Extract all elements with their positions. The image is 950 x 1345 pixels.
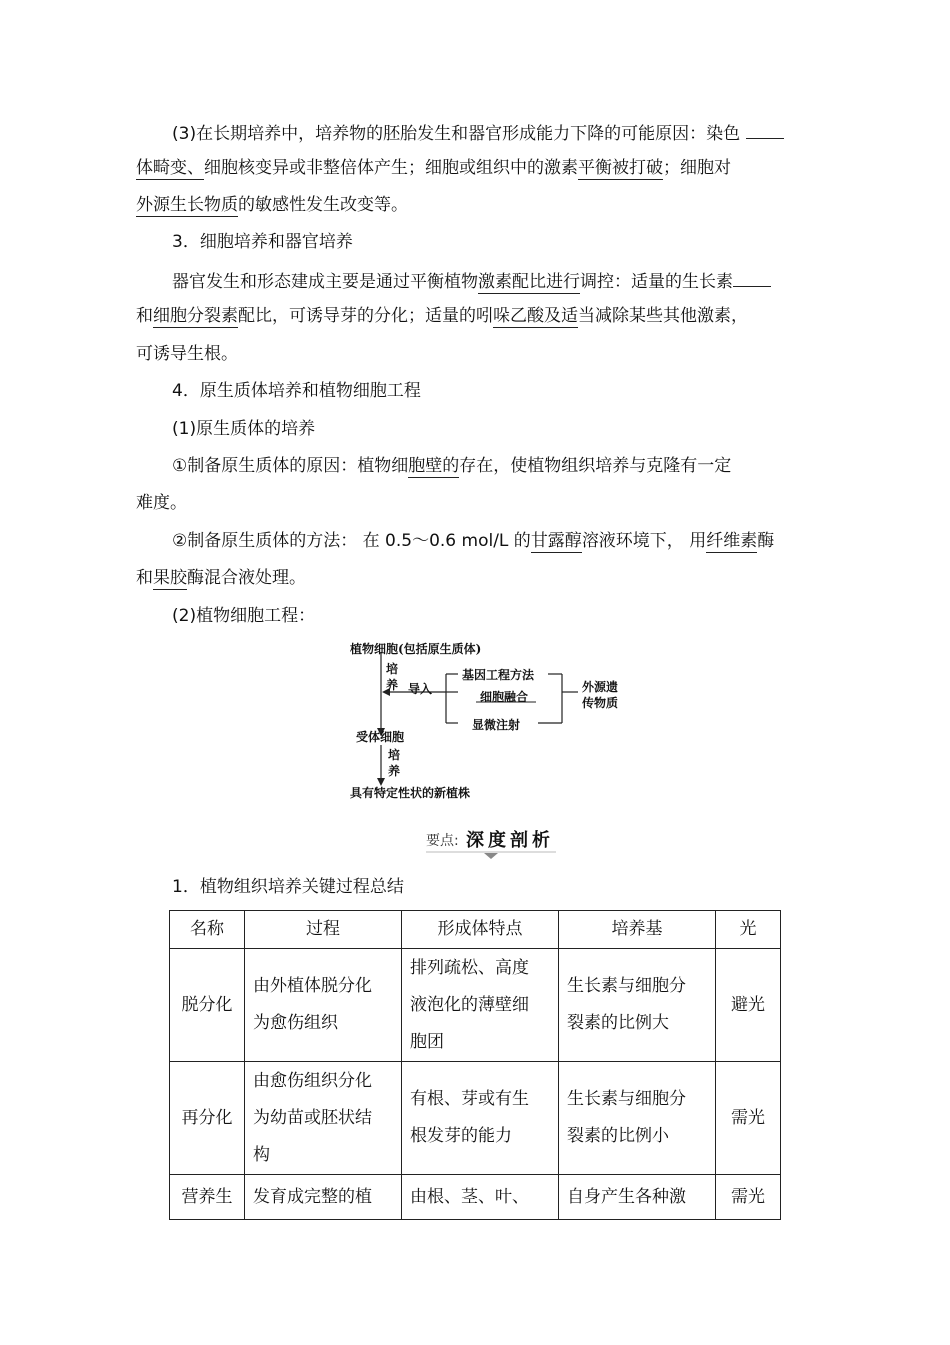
sec4-sub1: (1)原生质体的培养 xyxy=(172,419,316,439)
sec4-p1-cont: 难度。 xyxy=(136,493,187,513)
sec3-line3: 可诱导生根。 xyxy=(136,344,238,364)
cell-medium: 自身产生各种激 xyxy=(559,1175,716,1220)
cell-feature: 由根、茎、叶、 xyxy=(402,1175,559,1220)
sec4-p2: ②制备原生质体的方法： 在 0.5～0.6 mol/L 的甘露醇溶液环境下， 用纤维素酶 xyxy=(172,531,775,551)
diagram-import-label: 导入 xyxy=(408,682,433,696)
key-points-banner xyxy=(426,826,556,864)
answer-blank xyxy=(746,122,784,139)
diagram-culture2-b: 养 xyxy=(388,764,401,778)
answer-exogenous-growth-substance: 外源生长物质 xyxy=(136,195,238,215)
answer-balance-broken: 平衡被打破 xyxy=(578,158,663,178)
header-name: 名称 xyxy=(170,911,245,949)
diagram-culture2-a: 培 xyxy=(388,748,401,762)
sec3-line2: 和细胞分裂素配比，可诱导芽的分化；适量的吲哚乙酸及适当减除某些其他激素， xyxy=(136,306,748,326)
diagram-recipient-cell: 受体细胞 xyxy=(356,730,405,744)
answer-iaa: 哚乙酸及适 xyxy=(493,306,578,326)
answer-blank xyxy=(733,270,771,287)
cell-name: 再分化 xyxy=(170,1062,245,1175)
cell-process: 由外植体脱分化 为愈伤组织 xyxy=(245,949,402,1062)
section1-heading: 1．植物组织培养关键过程总结 xyxy=(172,877,404,897)
banner-underline xyxy=(426,826,556,864)
cell-light: 避光 xyxy=(716,949,781,1062)
cell-light: 需光 xyxy=(716,1062,781,1175)
para3-line2: 体畸变、细胞核变异或非整倍体产生；细胞或组织中的激素平衡被打破；细胞对 xyxy=(136,158,731,178)
diagram-method-genetic-engineering: 基因工程方法 xyxy=(462,668,535,682)
answer-hormone-ratio: 激素配比进行 xyxy=(478,272,580,292)
section4-heading: 4．原生质体培养和植物细胞工程 xyxy=(172,381,421,401)
cell-feature: 有根、芽或有生 根发芽的能力 xyxy=(402,1062,559,1175)
plant-cell-engineering-diagram xyxy=(340,632,640,807)
diagram-result-node: 具有特定性状的新植株 xyxy=(350,786,471,800)
sec4-sub2: (2)植物细胞工程： xyxy=(172,606,316,626)
cell-medium: 生长素与细胞分 裂素的比例小 xyxy=(559,1062,716,1175)
diagram-method-microinjection: 显微注射 xyxy=(472,718,521,732)
para3-line3: 外源生长物质的敏感性发生改变等。 xyxy=(136,195,408,215)
answer-cell-wall: 胞壁的 xyxy=(408,456,460,476)
diagram-culture1-b: 养 xyxy=(386,678,399,692)
cell-name: 营养生 xyxy=(170,1175,245,1220)
cell-process: 发育成完整的植 xyxy=(245,1175,402,1220)
banner-triangle-icon xyxy=(484,853,498,859)
table-header-row xyxy=(170,911,781,949)
section3-heading: 3．细胞培养和器官培养 xyxy=(172,232,353,252)
answer-cellulase: 纤维素 xyxy=(706,531,758,551)
banner-title: 深度剖析 xyxy=(466,830,554,851)
table-row xyxy=(170,949,781,1062)
tissue-culture-table xyxy=(169,910,781,1220)
answer-mannitol: 甘露醇 xyxy=(530,531,582,551)
diagram-foreign-material-1: 外源遗 xyxy=(582,680,619,694)
cell-light: 需光 xyxy=(716,1175,781,1220)
answer-chromosome-aberration: 体畸变、 xyxy=(136,158,204,178)
diagram-foreign-material-2: 传物质 xyxy=(582,696,619,710)
diagram-method-cell-fusion: 细胞融合 xyxy=(480,690,529,704)
header-light: 光 xyxy=(716,911,781,949)
table-row xyxy=(170,1175,781,1220)
header-medium: 培养基 xyxy=(559,911,716,949)
sec3-line1: 器官发生和形态建成主要是通过平衡植物激素配比进行调控：适量的生长素 xyxy=(172,270,771,292)
diagram-culture1-a: 培 xyxy=(386,662,399,676)
para3-line1: (3)在长期培养中，培养物的胚胎发生和器官形成能力下降的可能原因：染色 xyxy=(172,122,784,144)
answer-pectinase: 果胶 xyxy=(153,568,187,588)
header-feature: 形成体特点 xyxy=(402,911,559,949)
header-process: 过程 xyxy=(245,911,402,949)
diagram-top-node: 植物细胞(包括原生质体) xyxy=(350,642,482,656)
sec4-p1: ①制备原生质体的原因：植物细胞壁的存在，使植物组织培养与克隆有一定 xyxy=(172,456,732,476)
cell-process: 由愈伤组织分化 为幼苗或胚状结 构 xyxy=(245,1062,402,1175)
sec4-p3: 和果胶酶混合液处理。 xyxy=(136,568,306,588)
cell-feature: 排列疏松、高度 液泡化的薄壁细 胞团 xyxy=(402,949,559,1062)
table-row xyxy=(170,1062,781,1175)
cell-medium: 生长素与细胞分 裂素的比例大 xyxy=(559,949,716,1062)
banner-prefix: 要点: xyxy=(426,833,459,849)
answer-cytokinin: 细胞分裂素 xyxy=(153,306,238,326)
cell-name: 脱分化 xyxy=(170,949,245,1062)
